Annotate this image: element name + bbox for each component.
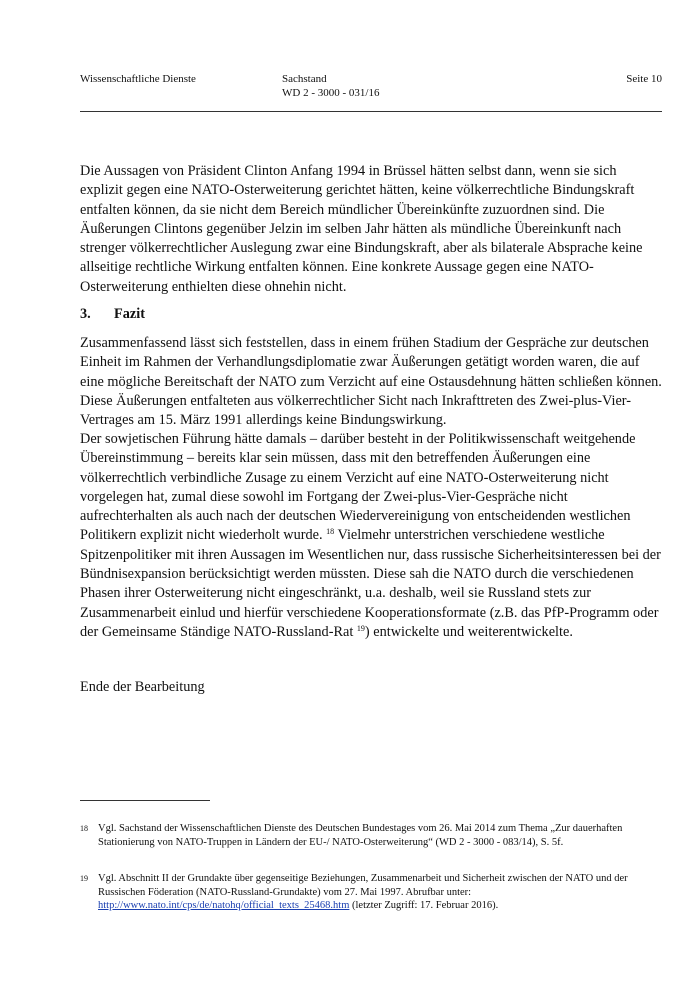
footnote-19 xyxy=(80,872,662,913)
header-page-number: Seite 10 xyxy=(626,73,662,85)
header-doc-number: WD 2 - 3000 - 031/16 xyxy=(282,87,380,99)
footnote-18 xyxy=(80,822,662,849)
paragraph-conclusion: Zusammenfassend lässt sich feststellen, dass in einem frühen Stadium der Gespräche zur deutschen Einheit im Rahmen der Verhandlungsdiplomatie zwar Äußerungen getätigt worden waren, die auf eine mögliche Bereitschaft der NATO zum Verzicht auf eine Ostausdehnung hätten schließen können. Diese Äußerungen entfalteten aus völkerrechtlicher Sicht nach Inkrafttreten des Zwei-plus-Vier-Vertrages am 15. März 1991 allerdings keine Bindungswirkung. xyxy=(80,335,662,429)
end-of-document-note: Ende der Bearbeitung xyxy=(80,679,205,695)
header-doc-type: Sachstand xyxy=(282,73,327,85)
page-header xyxy=(80,72,662,112)
paragraph-clinton: Die Aussagen von Präsident Clinton Anfang 1994 in Brüssel hätten selbst dann, wenn sie sich explizit gegen eine NATO-Osterweiterung gerichtet hätten, keine völkerrechtliche Bindungskraft entfalten können, da sie nicht dem Bereich mündlicher Übereinkünfte zuzuordnen sind. Die Äußerungen Clintons gegenüber Jelzin im selben Jahr hätten als mündliche Übereinkunft nach strenger völkerrechtlicher Auslegung zwar eine Bindungskraft, aber als bilaterale Absprache keine allseitige rechtliche Wirkung entfalten können. Eine konkrete Aussage gegen eine NATO-Osterweiterung enthielten diese ohnehin nicht. xyxy=(80,163,643,295)
footnote-access-date: (letzter Zugriff: 17. Februar 2016). xyxy=(349,900,499,912)
footnote-divider xyxy=(80,800,210,801)
footnote-number: 19 xyxy=(80,874,88,883)
section-number: 3. xyxy=(80,306,91,322)
footnote-text xyxy=(98,872,662,913)
nato-grundakte-link[interactable]: http://www.nato.int/cps/de/natohq/official_texts_25468.htm xyxy=(98,900,350,912)
paragraph-part-1: Der sowjetischen Führung hätte damals – darüber besteht in der Politikwissenschaft weitgehende Übereinstimmung – bereits klar sein müssen, dass mit den betreffenden Äußerungen eine völkerrechtlich verbindliche Zusage zu einem Verzicht auf eine NATO-Osterweiterung nicht vorgelegen hat, zumal diese sowohl im Fortgang der Zwei-plus-Vier-Gespräche nicht aufrechterhalten als auch nach der deutschen Wiedervereinigung von entscheidenden westlichen Politikern explizit nicht wiederholt wurde. xyxy=(80,431,636,544)
footnote-number: 18 xyxy=(80,824,88,833)
header-department: Wissenschaftliche Dienste xyxy=(80,73,196,85)
header-divider xyxy=(80,111,662,112)
paragraph-part-2: Vielmehr unterstrichen verschiedene westliche Spitzenpolitiker mit ihren Aussagen im Wesentlichen nur, dass russische Sicherheitsinteressen bei der Bündnisexpansion berücksichtigt werden müssten. Diese sah die NATO durch die verschiedenen Phasen ihrer Osterweiterung nicht eingeschränkt, u.a. deshalb, weil sie Russland stets zur Zusammenarbeit einlud und hierfür verschiedene Kooperationsformate (z.B. das PfP-Programm oder der Gemeinsame Ständige NATO-Russland-Rat xyxy=(80,527,661,640)
footnote-ref-19[interactable]: 19 xyxy=(356,623,365,633)
paragraph-soviet-leadership xyxy=(80,430,662,642)
paragraph-part-3: ) entwickelte und weiterentwickelte. xyxy=(364,623,573,640)
section-title: Fazit xyxy=(114,306,145,322)
footnote-text: Vgl. Sachstand der Wissenschaftlichen Dienste des Deutschen Bundestages vom 26. Mai 2014 zum Thema „Zur dauerhaften Stationierung von NATO-Truppen in Ländern der EU-/ NATO-Osterweiterung“ (WD 2 - 3000 - 083/14), S. 5f. xyxy=(98,823,623,848)
header-document-info xyxy=(282,72,379,100)
footnote-ref-18[interactable]: 18 xyxy=(326,527,335,537)
section-heading xyxy=(80,306,145,323)
footnote-body: Vgl. Abschnitt II der Grundakte über gegenseitige Beziehungen, Zusammenarbeit und Sicherheit zwischen der NATO und der Russischen Föderation (NATO-Russland-Grundakte) vom 27. Mai 1997. Abrufbar unter: xyxy=(98,873,628,898)
